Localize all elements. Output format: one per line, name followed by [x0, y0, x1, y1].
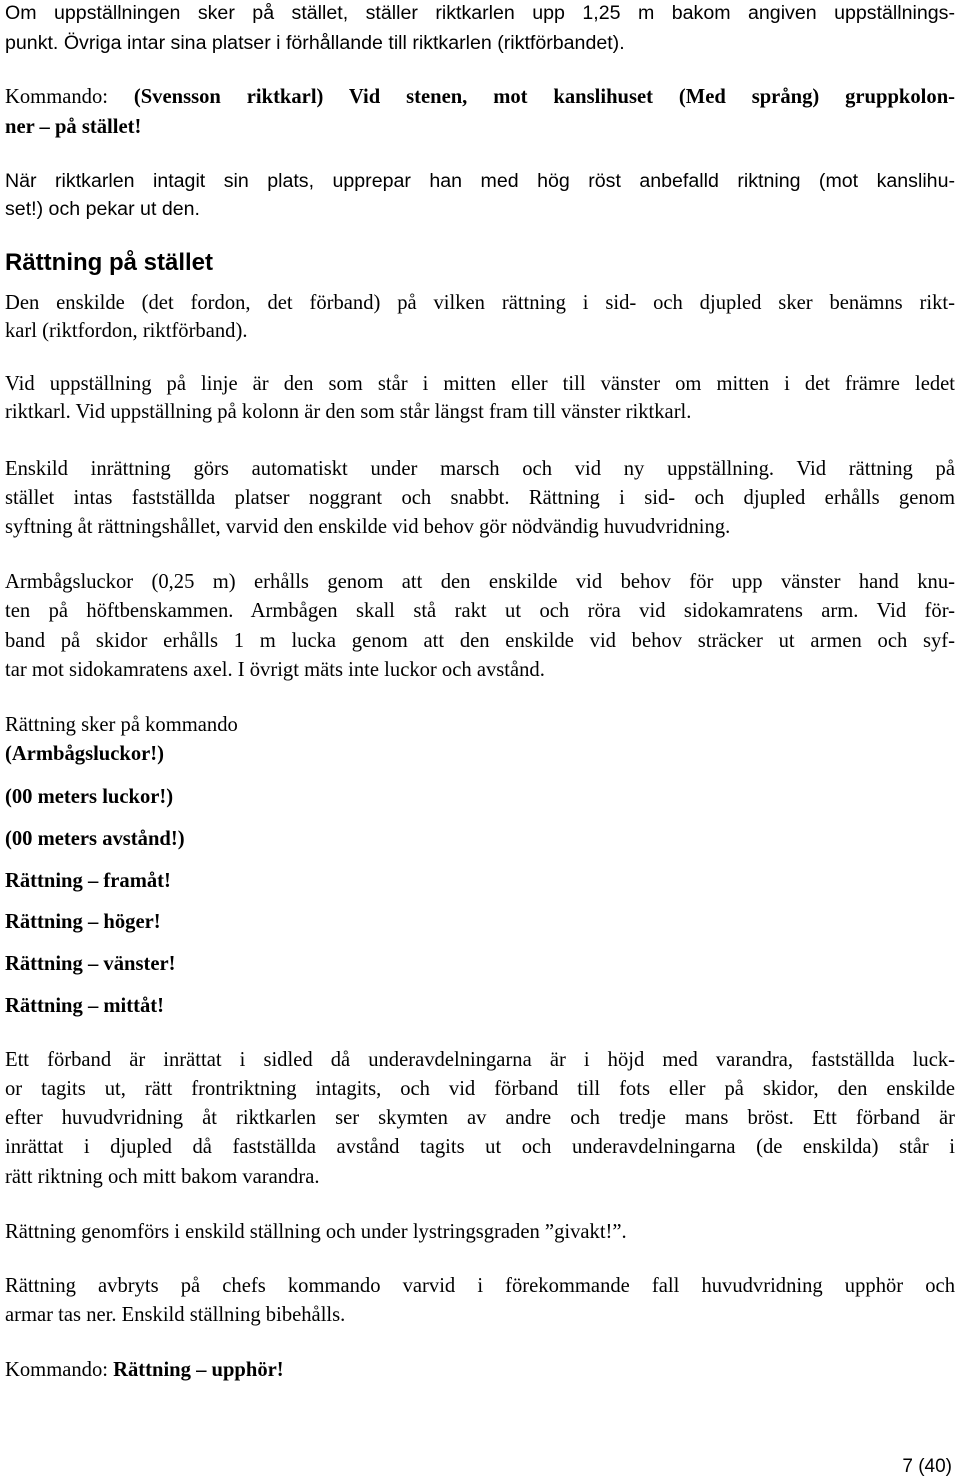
- elbow-para-line-3: band på skidor erhålls 1 m lucka genom att den enskilde vid behov sträcker ut armen och syf-: [5, 630, 955, 652]
- command-item: (Armbågsluckor!): [5, 743, 165, 765]
- command-text: (Svensson riktkarl) Vid stenen, mot kanslihuset (Med språng) gruppkolon-: [133, 86, 956, 108]
- line-para-line-1: Vid uppställning på linje är den som står i mitten eller till vänster om mitten i det främre ledet: [5, 373, 955, 395]
- command-item: Rättning – höger!: [5, 911, 161, 933]
- intro-line-2: punkt. Övriga intar sina platser i förhållande till riktkarlen (riktförbandet).: [5, 32, 625, 54]
- formed-para-line-4: inrättat i djupled då fastställda avstånd tagits ut och underavdelningarna (de enskilda) står i: [5, 1136, 955, 1158]
- command-item: (00 meters avstånd!): [5, 828, 185, 850]
- commands-intro: Rättning sker på kommando: [5, 714, 238, 736]
- command-prefix: Kommando:: [5, 86, 134, 108]
- command-item: (00 meters luckor!): [5, 786, 174, 808]
- repeat-line-1: När riktkarlen intagit sin plats, upprepar han med hög röst anbefalld riktning (mot kanslihu-: [5, 170, 955, 192]
- section-heading: Rättning på stället: [5, 249, 214, 276]
- formed-para-line-3: efter huvudvridning åt riktkarlen ser skymten av andre och tredje mans bröst. Ett förband är: [5, 1107, 955, 1129]
- command-item: Rättning – framåt!: [5, 870, 171, 892]
- command-text: ner – på stället!: [5, 116, 142, 138]
- command-item: Rättning – mittåt!: [5, 995, 165, 1017]
- command-1-line-1: [5, 84, 955, 110]
- individual-para: Rättning genomförs i enskild ställning och under lystringsgraden ”givakt!”.: [5, 1221, 627, 1243]
- elbow-para-line-2: ten på höftbenskammen. Armbågen skall stå rakt ut och röra vid sidokamratens arm. Vid för-: [5, 600, 955, 622]
- formed-para-line-2: or tagits ut, rätt frontriktning intagits, och vid förband till fots eller på skidor, den enskilde: [5, 1078, 955, 1100]
- elbow-para-line-4: tar mot sidokamratens axel. I övrigt mäts inte luckor och avstånd.: [5, 659, 545, 681]
- formed-para-line-5: rätt riktning och mitt bakom varandra.: [5, 1166, 320, 1188]
- elbow-para-line-1: Armbågsluckor (0,25 m) erhålls genom att den enskilde vid behov för upp vänster hand knu-: [5, 571, 955, 593]
- page-number: 7 (40): [902, 1456, 952, 1477]
- command-prefix: Kommando:: [5, 1359, 114, 1381]
- command-text: Rättning – upphör!: [113, 1359, 284, 1381]
- definition-line-1: Den enskilde (det fordon, det förband) på vilken rättning i sid- och djupled sker benämns rikt-: [5, 292, 955, 314]
- abort-para-line-2: armar tas ner. Enskild ställning bibehålls.: [5, 1304, 346, 1326]
- line-para-line-2: riktkarl. Vid uppställning på kolonn är den som står längst fram till vänster riktkarl.: [5, 401, 692, 423]
- final-command: [5, 1357, 284, 1383]
- intro-line-1: Om uppställningen sker på stället, ställer riktkarlen upp 1,25 m bakom angiven uppställnings-: [5, 2, 955, 24]
- auto-para-line-1: Enskild inrättning görs automatiskt under marsch och vid ny uppställning. Vid rättning på: [5, 458, 955, 480]
- auto-para-line-3: syftning åt rättningshållet, varvid den enskilde vid behov gör nödvändig huvudvridning.: [5, 516, 731, 538]
- auto-para-line-2: stället intas fastställda platser noggrant och snabbt. Rättning i sid- och djupled erhålls genom: [5, 487, 955, 509]
- formed-para-line-1: Ett förband är inrättat i sidled då underavdelningarna är i höjd med varandra, fastställda luck-: [5, 1049, 955, 1071]
- definition-line-2: karl (riktfordon, riktförband).: [5, 320, 248, 342]
- command-1-line-2: [5, 114, 141, 140]
- repeat-line-2: set!) och pekar ut den.: [5, 198, 200, 220]
- abort-para-line-1: Rättning avbryts på chefs kommando varvid i förekommande fall huvudvridning upphör och: [5, 1275, 955, 1297]
- command-item: Rättning – vänster!: [5, 953, 176, 975]
